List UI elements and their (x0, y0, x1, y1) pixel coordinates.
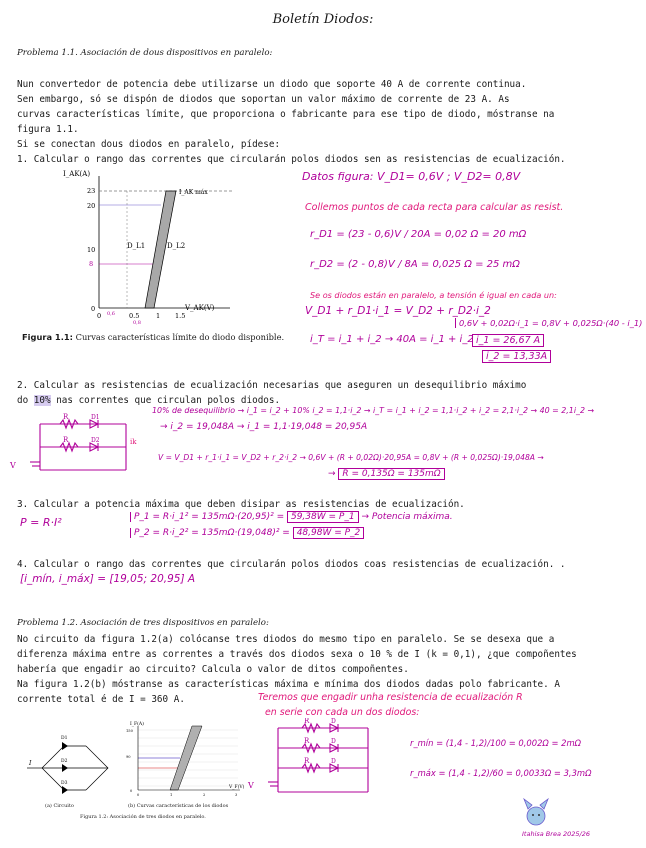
text: do (17, 395, 34, 406)
x-label: V_AK(V) (185, 304, 215, 312)
v-label: V (248, 781, 254, 790)
r-label: R (304, 757, 310, 765)
d1-label: D_L1 (127, 242, 146, 250)
r-label: R (304, 718, 310, 725)
y-tick: 20 (87, 202, 96, 210)
statement-line: Si se conectan dous diodos en paralelo, pídese: (17, 139, 281, 150)
signature: Itahisa Brea 2025/26 (522, 830, 590, 838)
d2-label: D2 (61, 759, 68, 764)
x-tick: 0 (137, 793, 140, 797)
hw-tick: 0,6 (107, 311, 115, 317)
hw-rd1: r_D1 = (23 - 0,6)V / 20A = 0,02 Ω = 20 mΩ (310, 229, 527, 240)
hw-power-formula: P = R·I² (20, 516, 62, 529)
x-tick: 0 (97, 312, 102, 320)
y-tick: 0 (91, 305, 96, 313)
figure-1-2b-plot (118, 718, 253, 803)
hw-desequilibrio: 10% de desequilibrio → i_1 = i_2 + 10% i_2 = 1,1·i_2 → i_T = i_1 + i_2 = 1,1·i_2 + i_2 = 2,1·i_2 → 40 = 2,1i_2 → (152, 406, 595, 415)
hw-tick: 0,8 (133, 320, 141, 326)
d2-label: D_L2 (167, 242, 186, 250)
circuit-1-diagram (8, 412, 148, 484)
text: P_1 = R·i_1² = 135mΩ·(20,95)² = (134, 512, 287, 522)
r-result-box: R = 0,135Ω = 135mΩ (338, 468, 444, 480)
r-label: R (304, 737, 310, 745)
hw-system: 0,6V + 0,02Ω·i_1 = 0,8V + 0,025Ω·(40 - i_1) (455, 318, 642, 328)
hw-paralelo: Se os diodos están en paralelo, a tensión é igual en cada un: (310, 290, 557, 300)
problem-1-1-statement (17, 62, 566, 167)
circuit-2-diagram (246, 718, 386, 800)
hw-rd2: r_D2 = (2 - 0,8)V / 8A = 0,025 Ω = 25 mΩ (310, 259, 520, 270)
figure-1-2a-circuit (22, 728, 122, 808)
y-tick-hw: 8 (89, 260, 94, 268)
y-tick: 23 (87, 187, 96, 195)
hw-i1-result: i_1 = 26,67 A (472, 334, 544, 347)
question-3: 3. Calcular a potencia máxima que deben disipar as resistencias de ecualización. (17, 499, 465, 510)
d2-label: D2 (91, 437, 100, 444)
problem-1-2-heading: Problema 1.2. Asociación de tres dispositivos en paralelo: (17, 618, 269, 628)
p2-result-box: 48,98W = P_2 (293, 527, 365, 539)
question-4: 4. Calcular o rango das correntes que circularán polos diodos coas resistencias de ecualización. . (17, 559, 566, 570)
x-tick: 1 (170, 793, 173, 797)
hw-r-result (328, 469, 445, 479)
y-tick: 0 (130, 789, 133, 793)
statement-line: diferenza máxima entre as correntes a través dos diodos sexa o 10 % de I (k = 0,1), ¿que compoñentes (17, 649, 577, 660)
highlight-10-percent: 10% (33, 395, 51, 406)
d3-label: D3 (61, 781, 68, 786)
imax-label: I_AK máx (179, 189, 208, 196)
x-tick: 3 (235, 793, 238, 797)
x-tick: 2 (203, 793, 206, 797)
x-tick: 1.5 (175, 312, 186, 320)
y-tick: 150 (126, 729, 133, 733)
x-label: V_F(V) (229, 785, 245, 790)
x-tick: 0.5 (129, 312, 140, 320)
i-label: I (29, 760, 32, 767)
signature-doodle-icon (518, 796, 554, 832)
caption-a: (a) Circuito (45, 803, 74, 809)
text: → (328, 469, 339, 479)
y-label: I_AK(A) (63, 170, 91, 178)
hw-engadir-line2: en serie con cada un dos diodos: (265, 707, 420, 718)
text: P_2 = R·i_2² = 135mΩ·(19,048)² = (134, 528, 293, 538)
hw-i2-result: i_2 = 13,33A (482, 350, 551, 363)
question-1: 1. Calcular o rango das correntes que circularán polos diodos sen as resistencias de ecualización. (17, 154, 566, 165)
hw-datos: Datos figura: V_D1= 0,6V ; V_D2= 0,8V (302, 170, 521, 183)
hw-eq2: i_T = i_1 + i_2 → 40A = i_1 + i_2 (310, 334, 474, 345)
ik-label: ik (130, 438, 137, 446)
d1-label: D1 (91, 414, 100, 421)
page-title: Boletín Diodos: (272, 12, 374, 27)
hw-collemos: Collemos puntos de cada recta para calcular as resist. (305, 202, 564, 213)
figure-1-2-caption: Figura 1.2: Asociación de tres diodos en paralelo. (80, 814, 206, 820)
d1-label: D1 (61, 736, 68, 741)
hw-p1 (130, 512, 453, 522)
text: → Potencia máxima. (361, 512, 453, 522)
question-2 (17, 378, 526, 408)
y-tick: 90 (126, 755, 131, 759)
v-label: V (10, 461, 16, 470)
figure-1-1-plot (55, 168, 295, 328)
p1-result-box: 59,38W = P_1 (287, 511, 359, 523)
figure-1-1-caption (22, 332, 284, 342)
statement-line: habería que engadir ao circuito? Calcula o valor de ditos compoñentes. (17, 664, 409, 675)
hw-rmin: r_mín = (1,4 - 1,2)/100 = 0,002Ω = 2mΩ (410, 738, 582, 748)
statement-line: Na figura 1.2(b) móstranse as características máxima e mínima dos diodos dadas polo fabricante. A (17, 679, 560, 690)
hw-currents: → i_2 = 19,048A → i_1 = 1,1·19,048 = 20,95A (160, 422, 368, 432)
statement-line: Nun convertedor de potencia debe utilizarse un diodo que soporte 40 A de corrente continua. (17, 79, 527, 90)
statement-line: corrente total é de I = 360 A. (17, 694, 185, 705)
statement-line: figura 1.1. (17, 124, 79, 135)
statement-line: Sen embargo, só se dispón de diodos que soportan un valor máximo de corrente de 23 A. As (17, 94, 510, 105)
caption-label: Figura 1.1: (22, 332, 73, 342)
d-label: D (331, 738, 336, 745)
hw-rmax: r_máx = (1,4 - 1,2)/60 = 0,0033Ω = 3,3mΩ (410, 768, 592, 778)
text: nas correntes que circulan polos diodos. (50, 395, 281, 406)
question-2-line: 2. Calcular as resistencias de ecualización necesarias que aseguren un desequilibrio máximo (17, 380, 527, 391)
statement-line: curvas características límite, que proporciona o fabricante para ese tipo de diodo, móstranse na (17, 109, 555, 120)
caption-b: (b) Curvas características de los diodos (128, 803, 229, 809)
statement-line: No circuito da figura 1.2(a) colócanse tres diodos do mesmo tipo en paralelo. Se se desexa que a (17, 634, 555, 645)
d-label: D (331, 718, 336, 725)
y-tick: 10 (87, 246, 96, 254)
problem-1-1-heading: Problema 1.1. Asociación de dous dispositivos en paralelo: (17, 48, 273, 58)
caption-text: Curvas características límite do diodo disponible. (72, 332, 285, 342)
r-label: R (63, 436, 69, 444)
r-label: R (63, 413, 69, 421)
hw-p2 (130, 528, 364, 538)
hw-engadir-line1: Teremos que engadir unha resistencia de ecualización R (258, 692, 523, 703)
hw-range: [i_mín, i_máx] = [19,05; 20,95] A (20, 573, 196, 585)
hw-eq1: V_D1 + r_D1·i_1 = V_D2 + r_D2·i_2 (305, 305, 491, 317)
hw-voltage-eq: V = V_D1 + r_1·i_1 = V_D2 + r_2·i_2 → 0,6V + (R + 0,02Ω)·20,95A = 0,8V + (R + 0,025Ω)·19,048A → (158, 453, 544, 462)
d-label: D (331, 758, 336, 765)
x-tick: 1 (156, 312, 161, 320)
y-label: I_F(A) (130, 722, 144, 727)
